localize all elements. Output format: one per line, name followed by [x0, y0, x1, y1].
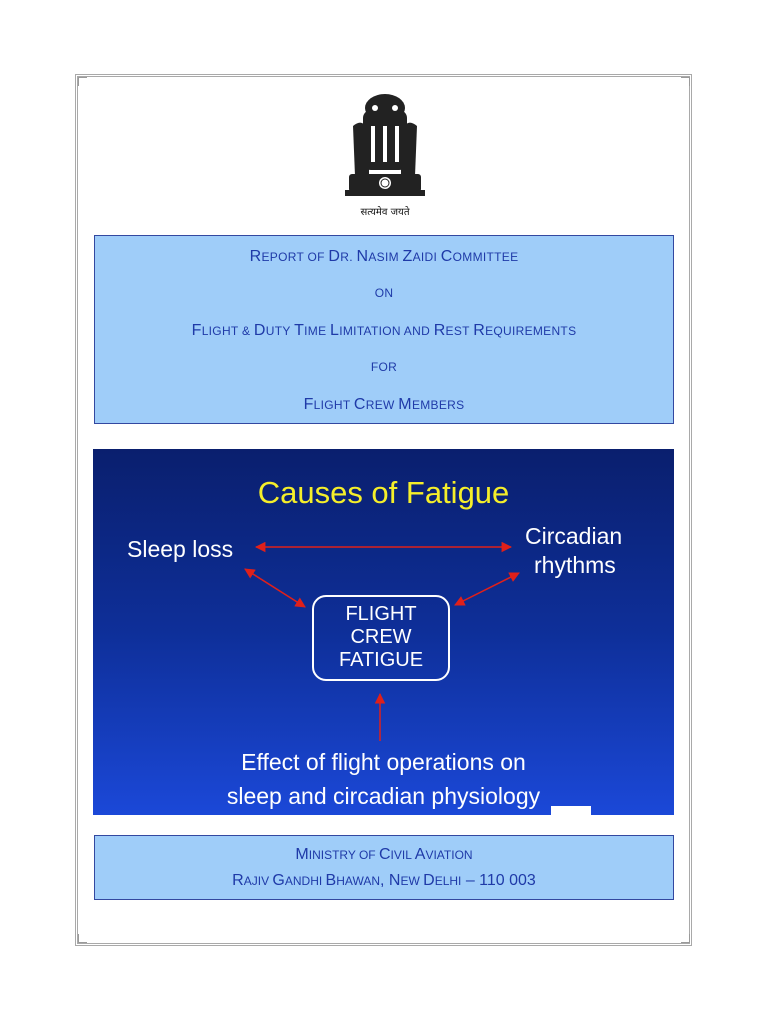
diagram-title: Causes of Fatigue	[257, 475, 510, 510]
emblem-motto: सत्यमेव जयते	[360, 207, 410, 218]
node-flight-crew-fatigue	[312, 595, 450, 681]
center-line-1: FLIGHT	[345, 603, 417, 625]
ministry-box	[94, 835, 674, 900]
report-title-line-2: ON	[374, 286, 394, 300]
fatigue-diagram	[93, 449, 674, 815]
report-title-line-4: FOR	[370, 360, 398, 374]
center-line-2: CREW	[350, 626, 412, 648]
ministry-name: MINISTRY OF CIVIL AVIATION	[295, 846, 473, 863]
node-sleep-loss: Sleep loss	[127, 536, 234, 562]
image-corner-mark	[551, 806, 591, 816]
corner-mark	[681, 934, 690, 943]
report-title-box	[94, 235, 674, 424]
node-effect-line-1: Effect of flight operations on	[241, 749, 526, 775]
corner-mark	[78, 934, 87, 943]
ministry-address: RAJIV GANDHI BHAWAN, NEW DELHI – 110 003	[232, 872, 536, 889]
node-effect-line-2: sleep and circadian physiology	[226, 783, 541, 809]
arrow-circadian-fatigue	[455, 573, 519, 605]
report-title-line-3: FLIGHT & DUTY TIME LIMITATION AND REST REQUIREMENTS	[191, 322, 577, 339]
national-emblem-icon	[335, 86, 435, 221]
report-title-line-5: FLIGHT CREW MEMBERS	[303, 396, 465, 413]
corner-mark	[681, 77, 690, 86]
node-circadian-line-2: rhythms	[534, 552, 616, 578]
report-title-line-1: REPORT OF DR. NASIM ZAIDI COMMITTEE	[249, 248, 519, 265]
arrow-sleep-fatigue	[245, 569, 305, 607]
node-circadian-line-1: Circadian	[525, 523, 623, 549]
center-line-3: FATIGUE	[338, 649, 424, 671]
corner-mark	[78, 77, 87, 86]
